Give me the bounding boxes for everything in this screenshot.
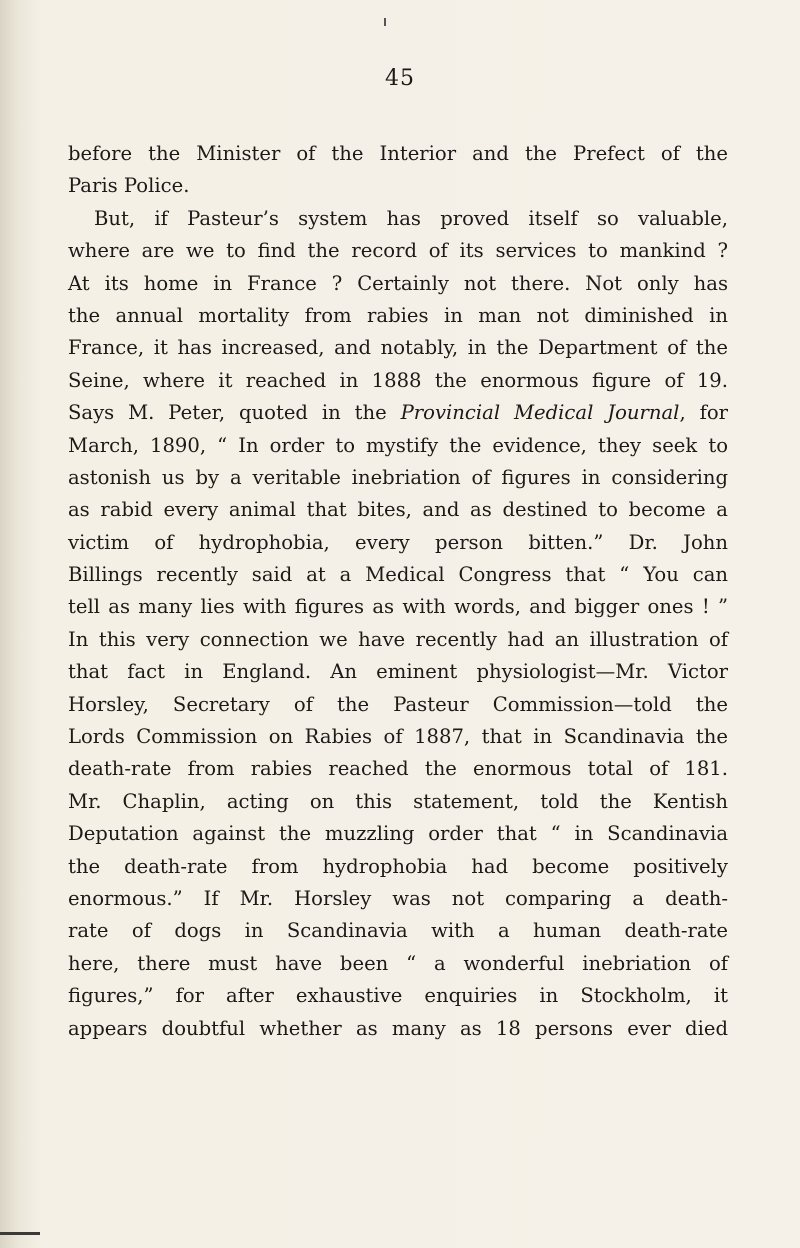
- text-line: [68, 332, 728, 364]
- text-span: , for: [679, 401, 728, 425]
- text-span: enormous.” If Mr. Horsley was not comparing a death-: [68, 886, 728, 910]
- text-span: But, if Pasteur’s system has proved itself so valuable,: [94, 206, 728, 230]
- print-speck: [384, 18, 386, 26]
- text-line: [68, 721, 728, 753]
- text-line: [68, 591, 728, 623]
- text-span: as rabid every animal that bites, and as destined to become a: [68, 498, 728, 522]
- text-line: [68, 559, 728, 591]
- text-line: [68, 980, 728, 1012]
- text-span: Deputation against the muzzling order that “ in Scandinavia: [68, 822, 728, 846]
- text-span: the death-rate from hydrophobia had become positively: [68, 854, 728, 878]
- text-span: that fact in England. An eminent physiologist—Mr. Victor: [68, 660, 728, 684]
- text-line: [68, 527, 728, 559]
- text-span: Lords Commission on Rabies of 1887, that in Scandinavia the: [68, 725, 728, 749]
- text-line: [68, 397, 728, 429]
- text-span: where are we to find the record of its services to mankind ?: [68, 239, 728, 263]
- text-line: [68, 462, 728, 494]
- text-span: Billings recently said at a Medical Congress that “ You can: [68, 563, 728, 587]
- text-line: [68, 138, 728, 170]
- text-span: before the Minister of the Interior and the Prefect of the: [68, 142, 728, 165]
- text-span: France, it has increased, and notably, in the Department of the: [68, 336, 728, 360]
- text-line: [68, 268, 728, 300]
- text-span: Seine, where it reached in 1888 the enormous figure of 19.: [68, 368, 728, 392]
- text-line: [68, 494, 728, 526]
- text-line: [68, 624, 728, 656]
- text-line: [68, 430, 728, 462]
- text-line: [68, 915, 728, 947]
- text-line: [68, 753, 728, 785]
- text-span: astonish us by a veritable inebriation of figures in considering: [68, 465, 728, 489]
- text-line: [68, 883, 728, 915]
- text-line: [68, 818, 728, 850]
- body-text: [68, 138, 728, 1045]
- text-line: [68, 851, 728, 883]
- text-span: victim of hydrophobia, every person bitten.” Dr. John: [68, 530, 728, 554]
- text-span: death-rate from rabies reached the enormous total of 181.: [68, 757, 728, 781]
- page-number: 45: [385, 66, 415, 91]
- text-span: tell as many lies with figures as with words, and bigger ones ! ”: [68, 595, 728, 619]
- text-span: Paris Police.: [68, 174, 190, 198]
- text-span: March, 1890, “ In order to mystify the evidence, they seek to: [68, 433, 728, 457]
- text-line: [68, 170, 728, 202]
- text-line: [68, 203, 728, 235]
- text-line: [68, 656, 728, 688]
- text-span: here, there must have been “ a wonderful inebriation of: [68, 951, 728, 975]
- text-span: Mr. Chaplin, acting on this statement, told the Kentish: [68, 789, 728, 813]
- page-edge-mark: [0, 1232, 40, 1235]
- text-line: [68, 1013, 728, 1045]
- text-line: [68, 689, 728, 721]
- text-span: At its home in France ? Certainly not there. Not only has: [68, 271, 728, 295]
- text-line: [68, 365, 728, 397]
- text-span: Says M. Peter, quoted in the: [68, 401, 401, 425]
- text-line: [68, 948, 728, 980]
- text-line: [68, 235, 728, 267]
- text-line: [68, 300, 728, 332]
- text-line: [68, 786, 728, 818]
- text-span: figures,” for after exhaustive enquiries in Stockholm, it: [68, 984, 728, 1008]
- text-span: appears doubtful whether as many as 18 persons ever died: [68, 1016, 728, 1040]
- text-span: Horsley, Secretary of the Pasteur Commission—told the: [68, 692, 728, 716]
- text-span: In this very connection we have recently had an illustration of: [68, 627, 728, 651]
- journal-title: Provincial Medical Journal: [400, 401, 680, 425]
- text-span: rate of dogs in Scandinavia with a human death-rate: [68, 919, 728, 943]
- text-span: the annual mortality from rabies in man not diminished in: [68, 303, 728, 327]
